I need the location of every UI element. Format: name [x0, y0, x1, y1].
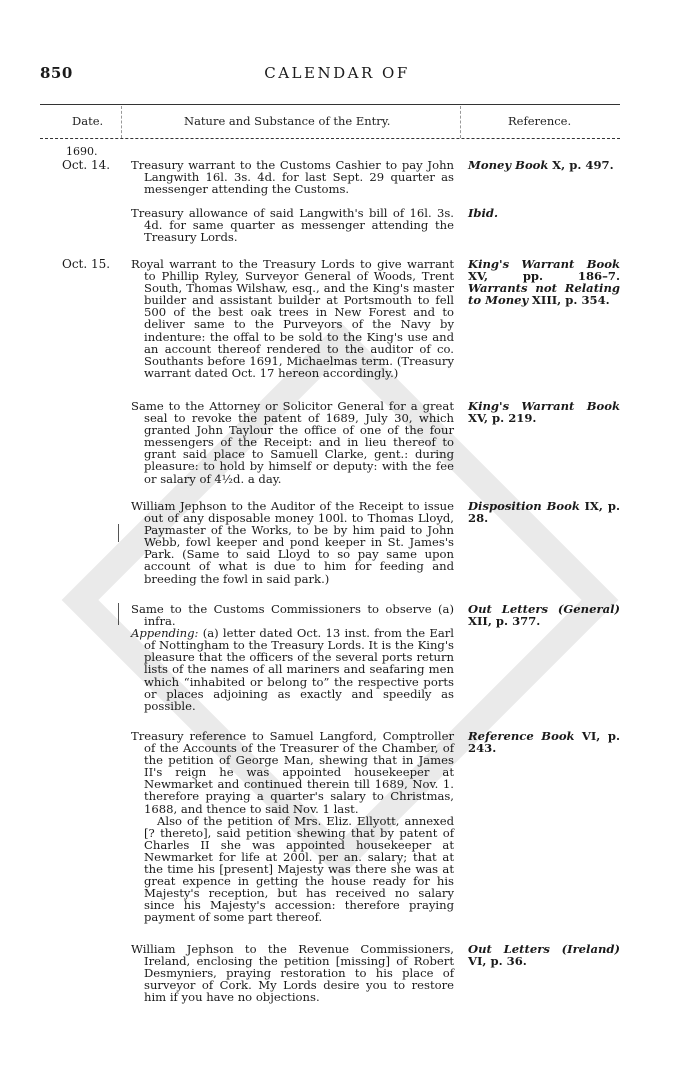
entry-text: [131, 500, 454, 585]
appending-text: (a) letter dated Oct. 13 inst. from the Earl of Nottingham to the Treasury Lords. It is the King's pleasure that the officers of the several ports return lists of the names of all mariners and seafaring men which “inhabited or belong to” the respective ports or places adjoining as exactly and speedily as possible.: [144, 626, 454, 713]
entry-paragraph: Royal warrant to the Treasury Lords to give warrant to Phillip Ryley, Surveyor General of Woods, Trent South, Thomas Wilshaw, esq., and the King's master builder and assistant builder at Portsmouth to fell 500 of the best oak trees in New Forest and to deliver same to the Purveyors of the Navy by indenture: the offal to be sold to the King's use and an account thereof rendered to the auditor of co. Southants before 1691, Michaelmas term. (Treasury warrant dated Oct. 17 hereon accordingly.): [131, 257, 454, 380]
entry-paragraph: William Jephson to the Auditor of the Receipt to issue out of any disposable money 100l. to Thomas Lloyd, Paymaster of the Works, to be by him paid to John Webb, fowl keeper and pond keeper in St. James's Park. (Same to said Lloyd to so pay same upon account of what is due to him for feeding and breeding the fowl in said park.): [131, 499, 454, 586]
reference-title-secondary: Warrants not Relating to Money: [468, 281, 620, 308]
entry-text: [131, 207, 454, 243]
column-header-reference: Reference.: [508, 114, 572, 128]
reference-location: X, p. 497.: [552, 158, 614, 172]
entry-year: 1690.: [66, 145, 98, 158]
reference-title: Money Book: [468, 158, 549, 172]
entry-reference: [468, 730, 620, 754]
entry-paragraph: Treasury reference to Samuel Langford, Comptroller of the Accounts of the Treasurer of the Chamber, of the petition of George Man, shewing that in James II's reign he was appointed housekeeper at Newmarket and continued therein till 1689, Nov. 1. therefore praying a quarter's salary to Christmas, 1688, and thence to said Nov. 1 last.: [131, 729, 454, 816]
entry-reference: [468, 159, 620, 171]
reference-location: XII, p. 377.: [468, 614, 541, 629]
entry-paragraph: William Jephson to the Revenue Commissioners, Ireland, enclosing the petition [missing] of Robert Desmyniers, praying restoration to his place of surveyor of Cork. My Lords desire you to restore him if you have no objections.: [131, 942, 454, 1005]
reference-location: VI, p. 36.: [468, 954, 527, 969]
reference-location: XV, pp. 186–7.: [468, 269, 620, 284]
reference-title: Disposition Book: [468, 499, 580, 513]
reference-location: XV, p. 219.: [468, 411, 537, 426]
entry-text: [131, 943, 454, 1003]
entry-text: [131, 400, 454, 485]
reference-title: Ibid.: [468, 206, 499, 220]
appending-paragraph: [131, 626, 454, 713]
reference-title: Out Letters (Ireland): [468, 942, 620, 956]
page-number: 850: [40, 64, 73, 82]
column-separator: [460, 106, 461, 138]
entry-reference: [468, 500, 620, 524]
column-header-nature: Nature and Substance of the Entry.: [184, 114, 391, 128]
entry-date: Oct. 14.: [62, 158, 111, 172]
entry-paragraph: Treasury allowance of said Langwith's bill of 16l. 3s. 4d. for same quarter as messenger attending the Treasury Lords.: [131, 206, 454, 245]
entry-paragraph: Same to the Attorney or Solicitor General for a great seal to revoke the patent of 1689, July 30, which granted John Taylour the office of one of the four messengers of the Receipt: and in lieu thereof to grant said place to Samuell Clarke, gent.: during pleasure: to hold by himself or deputy: with the fee or salary of 4½d. a day.: [131, 399, 454, 486]
reference-title: King's Warrant Book: [468, 399, 620, 413]
reference-location: IX, p. 28.: [468, 499, 621, 526]
reference-title: Reference Book: [468, 729, 575, 743]
entry-text: [131, 603, 454, 712]
column-separator: [121, 106, 122, 138]
margin-mark: [118, 524, 119, 542]
entry-paragraph: Same to the Customs Commissioners to observe (a) infra.: [131, 602, 454, 629]
running-title: CALENDAR OF: [264, 64, 410, 82]
entry-reference: [468, 207, 620, 219]
reference-location-secondary: XIII, p. 354.: [531, 293, 610, 308]
header-rule-top: [40, 104, 620, 105]
appending-label: Appending:: [131, 626, 199, 641]
entry-paragraph-continued: Also of the petition of Mrs. Eliz. Ellyott, annexed [? thereto], said petition shewing that by patent of Charles II she was appointed housekeeper at Newmarket for life at 200l. per an. salary; that at the time his [present] Majesty was there she was at great expence in getting the house ready for his Majesty's reception, but has received no salary since his Majesty's accession: therefore praying payment of some part thereof.: [144, 813, 454, 925]
entry-date: Oct. 15.: [62, 257, 111, 271]
entry-reference: [468, 400, 620, 424]
entry-text: [131, 159, 454, 195]
reference-title: King's Warrant Book: [468, 257, 620, 271]
entry-reference: [468, 943, 620, 967]
reference-title: Out Letters (General): [468, 602, 620, 616]
entry-reference: [468, 603, 620, 627]
column-header-date: Date.: [72, 114, 104, 128]
entry-paragraph: Treasury warrant to the Customs Cashier to pay John Langwith 16l. 3s. 4d. for last Sept. 29 quarter as messenger attending the Customs.: [131, 158, 454, 197]
entry-text: [131, 258, 454, 379]
header-rule-bottom: [40, 138, 620, 139]
entry-reference: [468, 258, 620, 306]
entry-text: [131, 730, 454, 924]
reference-location: VI, p. 243.: [468, 729, 621, 756]
margin-mark: [118, 603, 119, 625]
